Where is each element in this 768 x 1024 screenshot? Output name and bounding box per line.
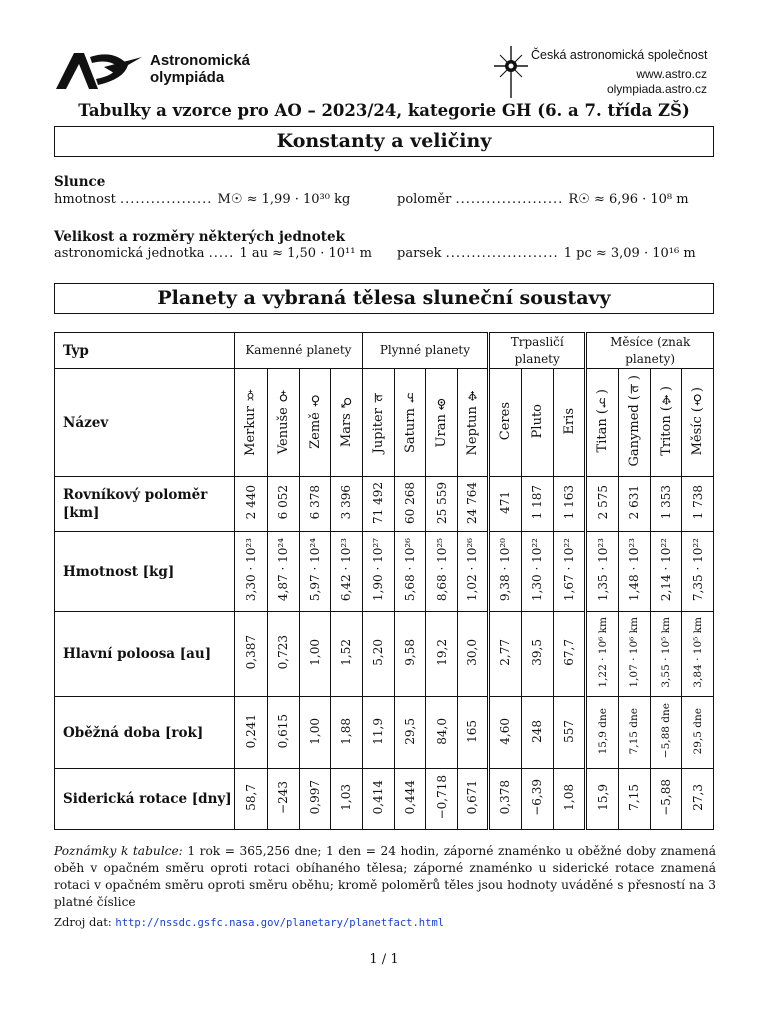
radius-value: 6 052	[276, 485, 291, 520]
body-name-cell	[586, 369, 618, 477]
row-label-semimajor: Hlavní poloosa [au]	[55, 612, 235, 697]
period-value: 11,9	[371, 717, 386, 745]
semimajor-value: 3,84 · 10⁵ km	[691, 617, 704, 688]
period-value: −5,88 dne	[660, 703, 673, 759]
body-name-cell	[489, 369, 521, 477]
mass-value: 1,90 · 10²⁷	[371, 538, 386, 602]
mass-value: 1,35 · 10²³	[595, 538, 610, 602]
mass-value: 6,42 · 10²³	[339, 538, 354, 602]
table-row-type	[55, 333, 714, 369]
body-name: Merkur ☿	[243, 386, 259, 456]
society-url-olympiada[interactable]: olympiada.astro.cz	[606, 82, 707, 96]
radius-value: 1 353	[659, 485, 674, 520]
period-value: 4,60	[498, 717, 513, 745]
mass-value: 2,14 · 10²²	[659, 538, 674, 602]
notes-text: 1 rok = 365,256 dne; 1 den = 24 hodin, záporné znaménko u oběžné doby znamená oběh v opačném směru oproti rotaci obíhaného tělesa; záporné znaménko u siderické rotace znamená rotaci v opačném směru oproti směru oběhu; kromě poloměrů těles jsou hodnoty uváděné s přesností na 3 platné číslice	[54, 844, 716, 909]
rotation-value: 0,997	[308, 780, 323, 815]
rotation-value: 7,15	[627, 784, 642, 811]
period-value: 0,241	[243, 713, 258, 749]
body-name: Země ♁	[307, 393, 323, 449]
semimajor-value: 0,723	[276, 635, 291, 670]
body-name-cell	[235, 369, 267, 477]
radius-value: 1 163	[562, 485, 577, 520]
au-row: astronomická jednotka ..... 1 au ≈ 1,50 · 10¹¹ m	[54, 246, 372, 261]
mass-value: 7,35 · 10²²	[690, 538, 705, 602]
body-name: Venuše ♀	[275, 387, 291, 455]
parsec-label: parsek	[397, 246, 442, 261]
table-row-semimajor	[55, 612, 714, 697]
rotation-value: 0,671	[465, 780, 480, 815]
table-row-name	[55, 369, 714, 477]
table-notes	[54, 843, 716, 911]
body-name: Neptun ♆	[464, 386, 480, 456]
body-name-cell	[553, 369, 585, 477]
body-name-cell	[395, 369, 426, 477]
body-name: Jupiter ♃	[370, 388, 386, 454]
group-rocky: Kamenné planety	[235, 333, 363, 369]
row-label-rotation: Siderická rotace [dny]	[55, 769, 235, 830]
semimajor-value: 3,55 · 10⁵ km	[660, 617, 673, 688]
semimajor-value: 67,7	[562, 639, 577, 666]
logo-text-line2: olympiáda	[150, 69, 225, 86]
row-label-mass: Hmotnost [kg]	[55, 532, 235, 612]
mass-value: 8,68 · 10²⁵	[434, 538, 449, 602]
society-star-icon	[494, 46, 528, 98]
period-value: 1,00	[308, 717, 323, 745]
rotation-value: −6,39	[530, 779, 545, 816]
period-value: 15,9 dne	[596, 707, 609, 755]
radius-value: 71 492	[371, 481, 386, 524]
radius-value: 1 738	[690, 485, 705, 520]
sun-radius-row: poloměr ..................... R☉ ≈ 6,96 · 10⁸ m	[397, 192, 689, 207]
body-name: Triton (♆)	[658, 386, 674, 456]
radius-value: 6 378	[308, 485, 323, 520]
semimajor-value: 0,387	[243, 635, 258, 670]
mass-value: 1,67 · 10²²	[562, 538, 577, 602]
sun-mass-value: M☉ ≈ 1,99 · 10³⁰ kg	[217, 192, 351, 207]
rotation-value: −5,88	[659, 779, 674, 816]
table-row-rotation	[55, 769, 714, 830]
rotation-value: 0,444	[403, 780, 418, 815]
mass-value: 1,48 · 10²³	[627, 538, 642, 602]
body-name: Saturn ♄	[402, 389, 418, 453]
radius-value: 3 396	[339, 485, 354, 520]
planets-table	[54, 332, 714, 830]
table-row-period	[55, 697, 714, 769]
radius-value: 2 631	[627, 485, 642, 520]
rotation-value: −243	[276, 781, 291, 814]
mass-value: 5,97 · 10²⁴	[308, 538, 323, 602]
rotation-value: 1,03	[339, 784, 354, 811]
body-name-cell	[457, 369, 488, 477]
section-constants-title: Konstanty a veličiny	[54, 126, 714, 157]
notes-lead: Poznámky k tabulce:	[54, 844, 183, 858]
au-label: astronomická jednotka	[54, 246, 205, 261]
row-label-name: Název	[55, 369, 235, 477]
period-value: 1,88	[339, 717, 354, 745]
astronomical-olympiad-logo	[54, 51, 144, 91]
logo-text-line1: Astronomická	[150, 52, 251, 69]
period-value: 29,5	[403, 717, 418, 745]
semimajor-value: 1,52	[339, 639, 354, 666]
parsec-row: parsek ...................... 1 pc ≈ 3,09 · 10¹⁶ m	[397, 246, 696, 261]
group-gas: Plynné planety	[362, 333, 489, 369]
period-value: 7,15 dne	[628, 707, 641, 755]
table-row-radius	[55, 477, 714, 532]
semimajor-value: 30,0	[465, 639, 480, 666]
body-name: Měsíc (♁)	[690, 386, 706, 456]
rotation-value: 15,9	[595, 784, 610, 811]
radius-value: 2 440	[243, 485, 258, 520]
period-value: 84,0	[434, 717, 449, 745]
body-name-cell	[267, 369, 299, 477]
body-name: Uran ⛢	[434, 394, 450, 448]
sun-mass-row: hmotnost .................. M☉ ≈ 1,99 · 10³⁰ kg	[54, 192, 351, 207]
society-name: Česká astronomická společnost	[531, 48, 708, 62]
body-name-cell	[521, 369, 553, 477]
body-name-cell	[618, 369, 650, 477]
body-name-cell	[682, 369, 714, 477]
row-label-type: Typ	[55, 333, 235, 369]
rotation-value: 27,3	[690, 784, 705, 811]
table-row-mass	[55, 532, 714, 612]
source-link[interactable]: http://nssdc.gsfc.nasa.gov/planetary/planetfact.html	[115, 917, 445, 929]
body-name: Eris	[561, 407, 577, 435]
mass-value: 3,30 · 10²³	[243, 538, 258, 602]
body-name-cell	[362, 369, 394, 477]
radius-value: 60 268	[403, 481, 418, 524]
au-value: 1 au ≈ 1,50 · 10¹¹ m	[239, 246, 372, 261]
sun-radius-label: poloměr	[397, 192, 452, 207]
rotation-value: 58,7	[243, 784, 258, 811]
radius-value: 25 559	[434, 481, 449, 524]
rotation-value: 0,378	[498, 780, 513, 815]
sun-heading: Slunce	[54, 174, 106, 190]
body-name-cell	[651, 369, 682, 477]
body-name-cell	[299, 369, 330, 477]
parsec-value: 1 pc ≈ 3,09 · 10¹⁶ m	[563, 246, 696, 261]
sun-radius-value: R☉ ≈ 6,96 · 10⁸ m	[568, 192, 689, 207]
semimajor-value: 39,5	[530, 639, 545, 666]
mass-value: 9,38 · 10²⁰	[498, 538, 513, 602]
semimajor-value: 1,00	[308, 639, 323, 666]
data-source	[54, 915, 444, 929]
body-name-cell	[331, 369, 362, 477]
body-name-cell	[426, 369, 457, 477]
body-name: Mars ♂	[338, 394, 354, 448]
semimajor-value: 2,77	[498, 639, 513, 666]
section-planets-title: Planety a vybraná tělesa sluneční soustavy	[54, 283, 714, 314]
row-label-radius: Rovníkový poloměr [km]	[55, 477, 235, 532]
mass-value: 1,30 · 10²²	[530, 538, 545, 602]
group-dwarf: Trpasličí planety	[489, 333, 586, 369]
semimajor-value: 19,2	[434, 639, 449, 666]
document-title: Tabulky a vzorce pro AO – 2023/24, kategorie GH (6. a 7. třída ZŠ)	[78, 101, 690, 120]
page-number: 1 / 1	[369, 952, 399, 967]
body-name: Ceres	[497, 401, 513, 441]
sun-mass-label: hmotnost	[54, 192, 116, 207]
period-value: 557	[562, 719, 577, 743]
period-value: 248	[530, 719, 545, 743]
rotation-value: −0,718	[434, 775, 449, 820]
radius-value: 471	[498, 491, 513, 514]
rotation-value: 1,08	[562, 784, 577, 811]
mass-value: 4,87 · 10²⁴	[276, 538, 291, 602]
mass-value: 5,68 · 10²⁶	[403, 538, 418, 602]
semimajor-value: 1,07 · 10⁶ km	[628, 617, 641, 688]
body-name: Ganymed (♃)	[626, 375, 642, 467]
rotation-value: 0,414	[371, 780, 386, 815]
period-value: 29,5 dne	[691, 707, 704, 755]
body-name: Pluto	[529, 403, 545, 439]
body-name: Titan (♄)	[595, 389, 610, 453]
semimajor-value: 1,22 · 10⁶ km	[596, 617, 609, 688]
mass-value: 1,02 · 10²⁶	[465, 538, 480, 602]
radius-value: 24 764	[465, 481, 480, 524]
society-url-astro[interactable]: www.astro.cz	[636, 67, 707, 81]
logo-text	[150, 52, 250, 86]
group-moons: Měsíce (znak planety)	[586, 333, 714, 369]
semimajor-value: 5,20	[371, 639, 386, 666]
units-heading: Velikost a rozměry některých jednotek	[54, 229, 345, 245]
period-value: 0,615	[276, 713, 291, 749]
radius-value: 1 187	[530, 485, 545, 520]
row-label-period: Oběžná doba [rok]	[55, 697, 235, 769]
semimajor-value: 9,58	[403, 639, 418, 666]
source-label: Zdroj dat:	[54, 915, 112, 929]
society-links	[607, 67, 707, 97]
radius-value: 2 575	[595, 485, 610, 520]
period-value: 165	[465, 719, 480, 743]
